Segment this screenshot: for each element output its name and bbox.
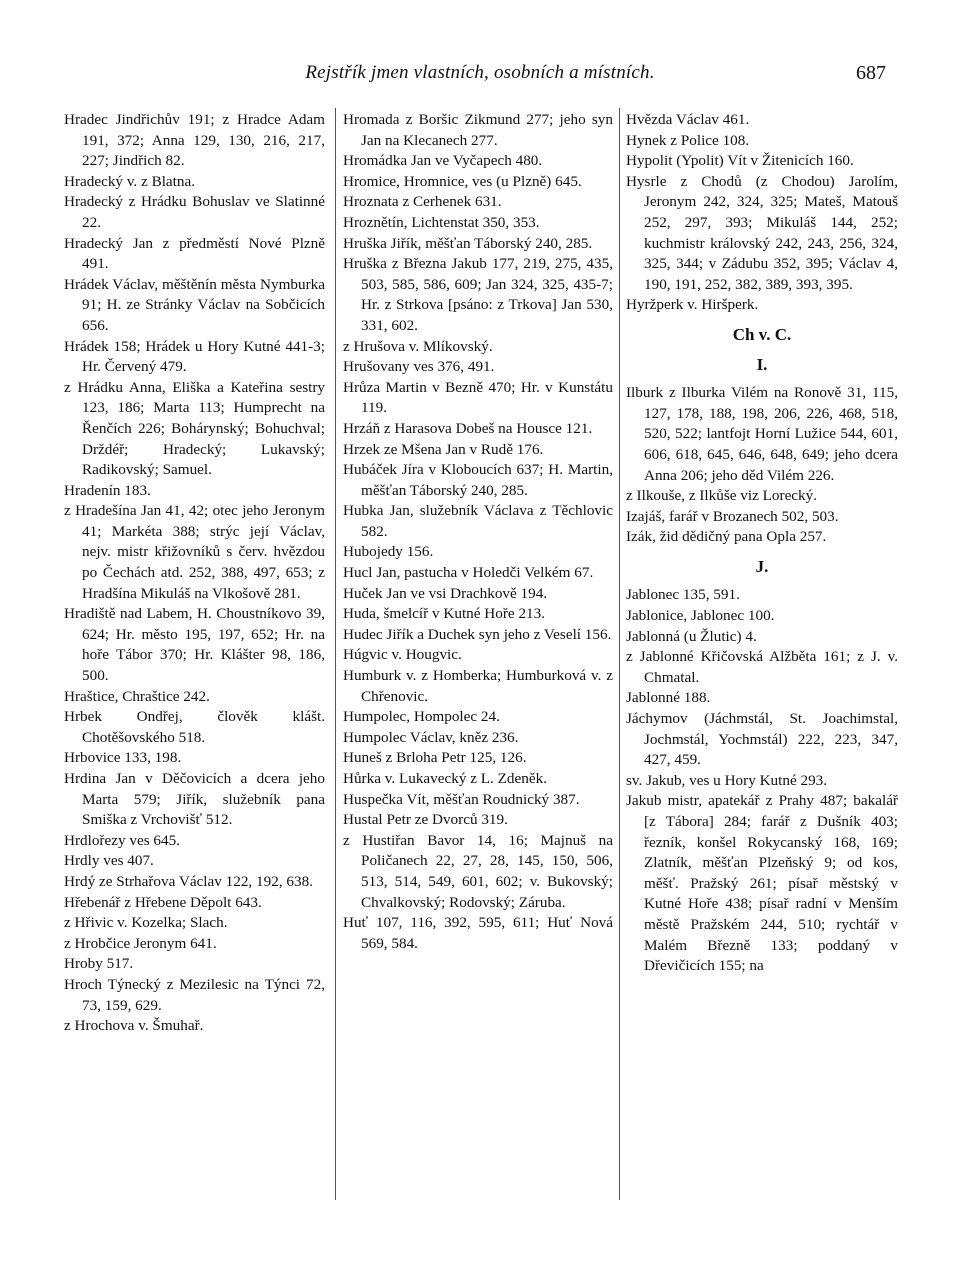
index-column-3: [626, 110, 898, 1196]
index-entry: Jakub mistr, apatekář z Prahy 487; bakalář [z Tábora] 284; farář z Dušník 403; řezník, konšel Rokycanský 168, 169; Zlatník, měšťan Plzeňský 9; od kos, měšť. Pražský 261; písař městský v Kutné Hoře 438; písař radní v Menším městě Pražském 244, 510; rychtář v Malém Březně 133; poddaný v Dřevičicích 155; na: [626, 792, 898, 975]
index-entry: Hrdlořezy ves 645.: [64, 831, 180, 849]
index-entry: Húgvic v. Hougvic.: [343, 646, 462, 664]
index-entry: Huspečka Vít, měšťan Roudnický 387.: [343, 790, 580, 808]
index-entry: Hrbovice 133, 198.: [64, 749, 182, 767]
index-entry: Hyržperk v. Hiršperk.: [626, 296, 759, 314]
index-entry: z Hrochova v. Šmuhař.: [64, 1017, 204, 1035]
index-entry: Hroby 517.: [64, 955, 134, 973]
index-entry: Hůrka v. Lukavecký z L. Zdeněk.: [343, 770, 547, 787]
index-entry: Hřebenář z Hřebene Děpolt 643.: [64, 893, 262, 911]
index-entry: Hubáček Jíra v Kloboucích 637; H. Martin, měšťan Táborský 240, 285.: [343, 461, 613, 499]
index-entry: Hynek z Police 108.: [626, 131, 750, 149]
index-entry: Hrůza Martin v Bezně 470; Hr. v Kunstátu 119.: [343, 378, 613, 417]
page-number: 687: [856, 62, 886, 84]
index-entry: Hradenín 183.: [64, 481, 151, 499]
index-entry: Hradiště nad Labem, H. Choustníkovo 39, 624; Hr. město 195, 197, 652; Hr. na hoře Tábor 370; Hr. Klášter 98, 186, 500.: [64, 605, 325, 685]
index-entry: Hudec Jiřík a Duchek syn jeho z Veselí 156.: [343, 625, 612, 643]
index-entry: Hysrle z Chodů (z Chodou) Jarolím, Jeronym 242, 324, 325; Mateš, Matouš 252, 297, 393; Mikuláš 144, 252; kuchmistr královský 242, 243, 256, 324, 325, 344; v Zádubu 352, 395; Václav 4, 190, 191, 252, 382, 389, 393, 395.: [626, 172, 898, 293]
index-entry: z Hradešína Jan 41, 42; otec jeho Jeronym 41; Markéta 388; strýc její Václav, nejv. mistr křižovníků s červ. hvězdou po Čechách atd. 252, 388, 497, 653; z Hradšína Mikuláš na Vlkošově 281.: [64, 502, 325, 602]
column-divider: [619, 108, 620, 1200]
index-entry: Hradecký Jan z předměstí Nové Plzně 491.: [64, 234, 325, 273]
index-entry: Hrdý ze Strhařova Václav 122, 192, 638.: [64, 872, 313, 890]
index-entry: Huda, šmelcíř v Kutné Hoře 213.: [343, 605, 546, 623]
index-entry: z Hrobčice Jeronym 641.: [64, 934, 217, 952]
index-entry: Hroznětín, Lichtenstat 350, 353.: [343, 213, 540, 231]
index-entry: Hruška Jiřík, měšťan Táborský 240, 285.: [343, 234, 593, 252]
index-entry: Hrušovany ves 376, 491.: [343, 358, 495, 376]
index-entry: Hrádek 158; Hrádek u Hory Kutné 441-3; Hr. Červený 479.: [64, 337, 325, 376]
index-entry: Hrbek Ondřej, člověk klášt. Chotěšovského 518.: [64, 708, 325, 746]
section-heading: I.: [756, 354, 768, 374]
index-entry: Jablonec 135, 591.: [626, 586, 740, 604]
index-entry: Huť 107, 116, 392, 595, 611; Huť Nová 569, 584.: [343, 914, 613, 952]
index-entry: z Hrušova v. Mlíkovský.: [343, 337, 493, 355]
index-entry: Hvězda Václav 461.: [626, 111, 750, 128]
index-entry: Humpolec Václav, kněz 236.: [343, 728, 519, 746]
index-entry: Hypolit (Ypolit) Vít v Žitenicích 160.: [626, 152, 854, 170]
index-entry: Izák, žid dědičný pana Opla 257.: [626, 528, 827, 546]
index-entry: z Jablonné Křičovská Alžběta 161; z J. v. Chmatal.: [626, 648, 898, 686]
index-entry: Hrdina Jan v Děčovicích a dcera jeho Marta 579; Jiřík, služebník pana Smiška z Vrchovišť 512.: [64, 770, 325, 829]
index-entry: Ilburk z Ilburka Vilém na Ronově 31, 115, 127, 178, 188, 198, 206, 226, 468, 518, 520, 522; lantfojt Horní Lužice 544, 601, 606, 618, 645, 646, 648, 649; jeho dcera Anna 206; jeho děd Vilém 226.: [626, 384, 898, 484]
index-entry: Hromádka Jan ve Vyčapech 480.: [343, 152, 543, 170]
index-entry: Hucl Jan, pastucha v Holedči Velkém 67.: [343, 564, 594, 582]
index-entry: Hroch Týnecký z Mezilesic na Týnci 72, 73, 159, 629.: [64, 975, 325, 1014]
index-entry: Hradecký z Hrádku Bohuslav ve Slatinné 22.: [64, 193, 325, 231]
index-entry: z Ilkouše, z Ilkůše viz Lorecký.: [626, 487, 818, 505]
index-entry: z Hřivic v. Kozelka; Slach.: [64, 914, 228, 932]
section-heading: Ch v. C.: [732, 324, 792, 344]
index-entry: Huček Jan ve vsi Drachkově 194.: [343, 584, 548, 602]
index-entry: Hrzáň z Harasova Dobeš na Housce 121.: [343, 419, 593, 437]
index-entry: Hradec Jindřichův 191; z Hradce Adam 191, 372; Anna 129, 130, 216, 217, 227; Jindřich 82.: [64, 111, 325, 170]
index-entry: Hruška z Března Jakub 177, 219, 275, 435, 503, 585, 586, 609; Jan 324, 325, 435-7; Hr. z Strkova [psáno: z Trkova] Jan 530, 331, 602.: [343, 255, 613, 334]
index-entry: z Hustiřan Bavor 14, 16; Majnuš na Poličanech 22, 27, 28, 145, 150, 506, 513, 514, 549, 601, 602; v. Bukovský; Chvalkovský; Rodovský; Záruba.: [343, 831, 613, 911]
index-entry: Hromice, Hromnice, ves (u Plzně) 645.: [343, 172, 582, 190]
index-entry: Hromada z Boršic Zikmund 277; jeho syn Jan na Klecanech 277.: [343, 111, 613, 149]
index-entry: Huneš z Brloha Petr 125, 126.: [343, 749, 527, 767]
index-column-2: [343, 110, 613, 1196]
index-entry: Hrdly ves 407.: [64, 852, 154, 870]
index-entry: Hustal Petr ze Dvorců 319.: [343, 811, 508, 829]
index-entry: Izajáš, farář v Brozanech 502, 503.: [626, 507, 839, 525]
index-entry: Hraštice, Chraštice 242.: [64, 687, 210, 705]
index-entry: Hroznata z Cerhenek 631.: [343, 193, 502, 211]
index-entry: Hradecký v. z Blatna.: [64, 172, 196, 190]
index-entry: Hrzek ze Mšena Jan v Rudě 176.: [343, 440, 544, 458]
index-entry: Humburk v. z Homberka; Humburková v. z Chřenovic.: [343, 667, 613, 705]
index-entry: Jáchymov (Jáchmstál, St. Joachimstal, Jochmstál, Yochmstál) 222, 223, 347, 427, 459.: [626, 710, 898, 769]
index-entry: Jablonné 188.: [626, 689, 711, 707]
index-entry: z Hrádku Anna, Eliška a Kateřina sestry 123, 186; Marta 113; Humprecht na Řenčích 226; Bohárynský; Bohuchval; Drždéř; Hradecký; Lukavský; Radikovský; Samuel.: [64, 378, 325, 479]
index-column-1: [64, 110, 325, 1196]
index-entry: Jablonice, Jablonec 100.: [626, 607, 775, 625]
index-entry: Humpolec, Hompolec 24.: [343, 708, 500, 726]
column-divider: [335, 108, 336, 1200]
index-entry: Hubojedy 156.: [343, 543, 434, 561]
index-entry: Hubka Jan, služebník Václava z Těchlovic 582.: [343, 502, 613, 540]
index-entry: Hrádek Václav, měštěnín města Nymburka 91; H. ze Stránky Václav na Sobčicích 656.: [64, 275, 325, 334]
section-heading: J.: [755, 556, 769, 576]
page-header-title: Rejstřík jmen vlastních, osobních a místních.: [305, 62, 655, 83]
index-entry: sv. Jakub, ves u Hory Kutné 293.: [626, 771, 828, 789]
index-entry: Jablonná (u Žlutic) 4.: [626, 627, 757, 645]
